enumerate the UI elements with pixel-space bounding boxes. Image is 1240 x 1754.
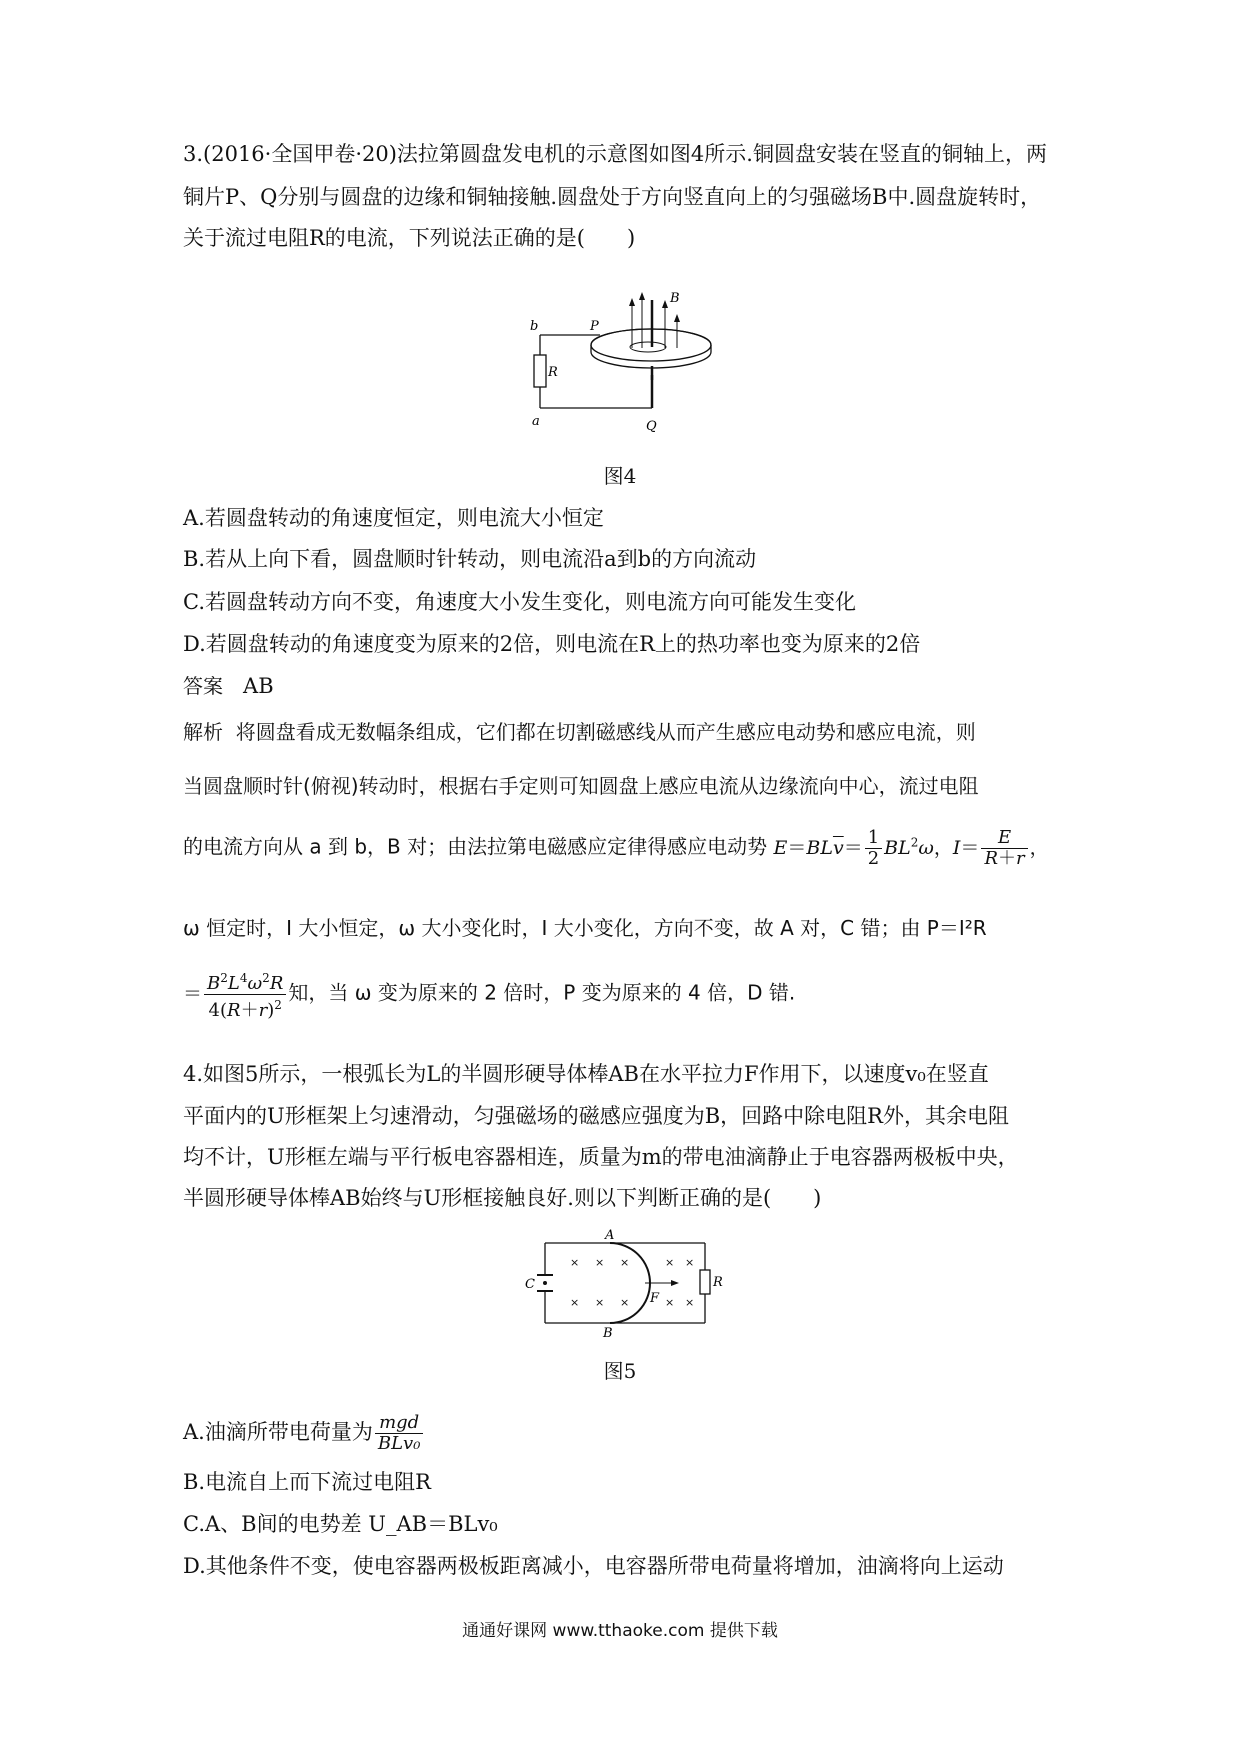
q4-option-a-text: A.油滴所带电荷量为 <box>183 1420 373 1444</box>
charge-fraction: $\frac{\text{mgd}}{\text{BLv₀}}$ <box>375 1413 424 1454</box>
svg-text:×: × <box>570 1296 580 1309</box>
q3-option-b: B.若从上向下看，圆盘顺时针转动，则电流沿a到b的方向流动 <box>183 547 757 571</box>
fig4-label-b: b <box>530 319 539 334</box>
fig5-label-b: B <box>603 1326 613 1338</box>
svg-text:×: × <box>570 1256 580 1269</box>
svg-text:×: × <box>595 1256 605 1269</box>
answer-label: 答案 <box>183 674 223 698</box>
svg-text:×: × <box>595 1296 605 1309</box>
svg-text:×: × <box>665 1256 675 1269</box>
fig4-label-a: a <box>532 414 540 429</box>
analysis-line-4: ω 恒定时，I 大小恒定，ω 大小变化时，I 大小变化，方向不变，故 A 对，C 错；由 P＝I²R <box>183 916 987 940</box>
q3-answer <box>183 672 274 700</box>
analysis-line-2: 当圆盘顺时针(俯视)转动时，根据右手定则可知圆盘上感应电流从边缘流向中心，流过电阻 <box>183 774 979 798</box>
q3-line-2: 铜片P、Q分别与圆盘的边缘和铜轴接触.圆盘处于方向竖直向上的匀强磁场B中.圆盘旋转时， <box>183 185 1042 209</box>
q3-line-1: 3.(2016·全国甲卷·20)法拉第圆盘发电机的示意图如图4所示.铜圆盘安装在竖直的铜轴上，两 <box>183 142 1047 166</box>
answer-value: AB <box>243 674 274 698</box>
q4-option-b: B.电流自上而下流过电阻R <box>183 1470 431 1494</box>
svg-text:×: × <box>685 1296 695 1309</box>
fig5-label-c: C <box>525 1277 535 1292</box>
q4-option-d: D.其他条件不变，使电容器两极板距离减小，电容器所带电荷量将增加，油滴将向上运动 <box>183 1554 1004 1578</box>
q3-option-c: C.若圆盘转动方向不变，角速度大小发生变化，则电流方向可能发生变化 <box>183 590 856 614</box>
q4-line-3: 均不计，U形框左端与平行板电容器相连，质量为m的带电油滴静止于电容器两极板中央， <box>183 1145 1019 1169</box>
figure-5-caption: 图5 <box>603 1359 637 1383</box>
svg-text:×: × <box>665 1296 675 1309</box>
svg-text:×: × <box>620 1256 630 1269</box>
fig5-label-f: F <box>650 1291 660 1306</box>
fig4-label-r: R <box>548 365 558 380</box>
analysis-text-5: 知，当 ω 变为原来的 2 倍时，P 变为原来的 4 倍，D 错. <box>288 980 796 1005</box>
fig4-label-q: Q <box>646 419 657 434</box>
svg-text:×: × <box>620 1296 630 1309</box>
q3-line-3: 关于流过电阻R的电流，下列说法正确的是( ) <box>183 226 636 250</box>
figure-5-u-frame <box>525 1228 735 1338</box>
q4-option-c: C.A、B间的电势差 U_AB＝BLv₀ <box>183 1512 498 1536</box>
q4-line-4: 半圆形硬导体棒AB始终与U形框接触良好.则以下判断正确的是( ) <box>183 1186 822 1210</box>
power-formula: ＝ $\frac{B^2L^4\omega^2R}{4(R+r)^2}$ <box>183 983 288 1005</box>
fig5-label-r: R <box>713 1275 723 1290</box>
emf-formula: $E=BL\overline{v}=$ $\frac{1}{2}$ $BL^2\omega$，I＝ $\frac{E}{R+r}$ ， <box>773 827 1049 869</box>
q3-option-a: A.若圆盘转动的角速度恒定，则电流大小恒定 <box>183 506 604 530</box>
page-footer: 通通好课网 www.tthaoke.com 提供下载 <box>462 1621 778 1641</box>
analysis-text-1: 将圆盘看成无数幅条组成，它们都在切割磁感线从而产生感应电动势和感应电流，则 <box>235 720 976 744</box>
fig4-label-p: P <box>590 319 599 334</box>
analysis-line-1 <box>183 718 976 746</box>
analysis-line-5 <box>183 968 795 1021</box>
fig5-label-a: A <box>605 1228 615 1243</box>
q3-option-d: D.若圆盘转动的角速度变为原来的2倍，则电流在R上的热功率也变为原来的2倍 <box>183 632 921 656</box>
q4-line-2: 平面内的U形框架上匀速滑动，匀强磁场的磁感应强度为B，回路中除电阻R外，其余电阻 <box>183 1104 1009 1128</box>
analysis-label: 解析 <box>183 720 223 744</box>
figure-4-disc-generator <box>520 290 720 440</box>
analysis-line-3 <box>183 828 1049 869</box>
svg-text:×: × <box>685 1256 695 1269</box>
analysis-text-3: 的电流方向从 a 到 b，B 对；由法拉第电磁感应定律得感应电动势 <box>183 834 768 859</box>
q4-line-1: 4.如图5所示，一根弧长为L的半圆形硬导体棒AB在水平拉力F作用下，以速度v₀在竖直 <box>183 1062 989 1086</box>
figure-4-caption: 图4 <box>603 464 637 488</box>
fig4-label-field-b: B <box>670 291 680 306</box>
q4-option-a <box>183 1413 425 1454</box>
